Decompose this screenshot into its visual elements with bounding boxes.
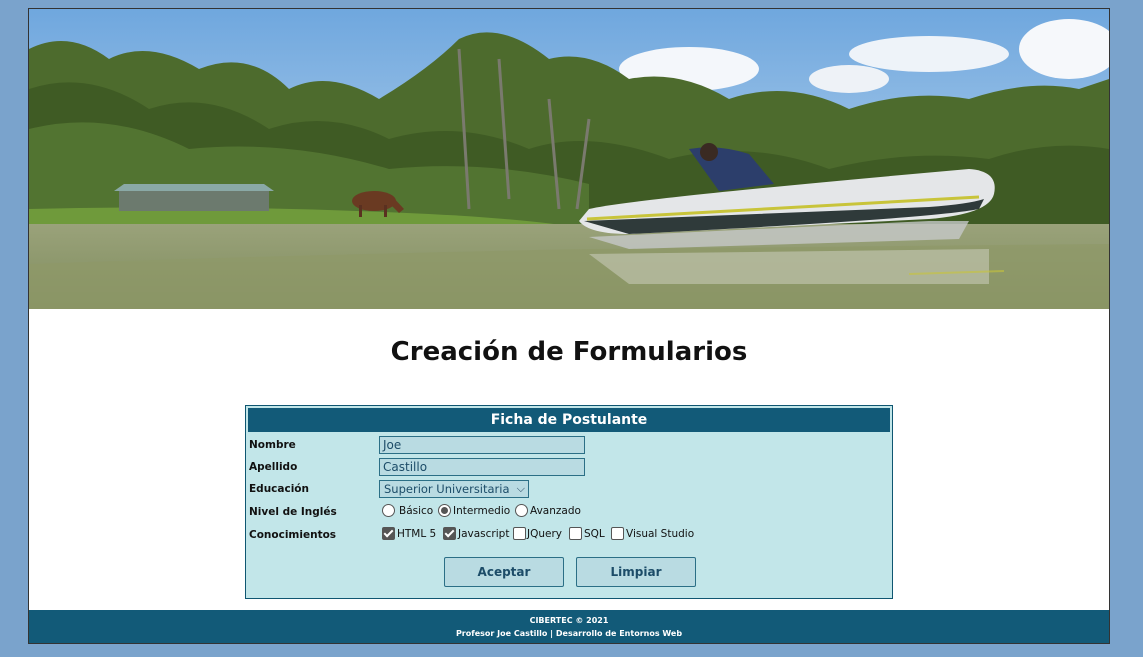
checkbox-html5-control[interactable]	[382, 527, 395, 540]
radio-basico-control[interactable]	[382, 504, 395, 517]
limpiar-button[interactable]: Limpiar	[576, 557, 696, 587]
form-actions	[249, 557, 889, 587]
nombre-input[interactable]: Joe	[379, 436, 585, 454]
conocimientos-label: Conocimientos	[249, 529, 337, 541]
applicant-form	[245, 405, 893, 599]
form-header: Ficha de Postulante	[248, 408, 890, 432]
page-title: Creación de Formularios	[390, 337, 748, 367]
footer	[29, 610, 1109, 643]
aceptar-button[interactable]: Aceptar	[444, 557, 564, 587]
radio-avanzado-label: Avanzado	[530, 505, 581, 517]
educacion-selected-value: Superior Universitaria	[384, 482, 510, 496]
educacion-select[interactable]	[379, 480, 529, 498]
radio-intermedio-control[interactable]	[438, 504, 451, 517]
checkbox-visual-studio-label: Visual Studio	[626, 528, 695, 540]
footer-copyright: CIBERTEC © 2021	[529, 616, 609, 625]
ingles-label: Nivel de Inglés	[249, 506, 337, 518]
row-educacion	[249, 480, 889, 500]
row-apellido	[249, 458, 889, 478]
radio-avanzado-control[interactable]	[515, 504, 528, 517]
row-nombre	[249, 436, 889, 456]
checkbox-jquery-label: JQuery	[527, 528, 563, 540]
checkbox-sql-label: SQL	[584, 528, 605, 540]
banner-image	[29, 9, 1109, 309]
checkbox-jquery-control[interactable]	[513, 527, 526, 540]
footer-credits: Profesor Joe Castillo | Desarrollo de Entornos Web	[455, 629, 683, 638]
checkbox-javascript-label: Javascript	[458, 528, 510, 540]
checkbox-javascript-control[interactable]	[443, 527, 456, 540]
chevron-down-icon: ⌵	[516, 482, 525, 495]
page-container	[28, 8, 1110, 644]
row-ingles	[249, 503, 889, 523]
checkbox-sql-control[interactable]	[569, 527, 582, 540]
apellido-label: Apellido	[249, 461, 298, 473]
educacion-label: Educación	[249, 483, 309, 495]
row-conocimientos	[249, 526, 889, 546]
apellido-input[interactable]: Castillo	[379, 458, 585, 476]
nombre-label: Nombre	[249, 439, 296, 451]
checkbox-html5-label: HTML 5	[397, 528, 437, 540]
radio-basico-label: Básico	[399, 505, 434, 517]
radio-intermedio-label: Intermedio	[453, 505, 511, 517]
checkbox-visual-studio-control[interactable]	[611, 527, 624, 540]
